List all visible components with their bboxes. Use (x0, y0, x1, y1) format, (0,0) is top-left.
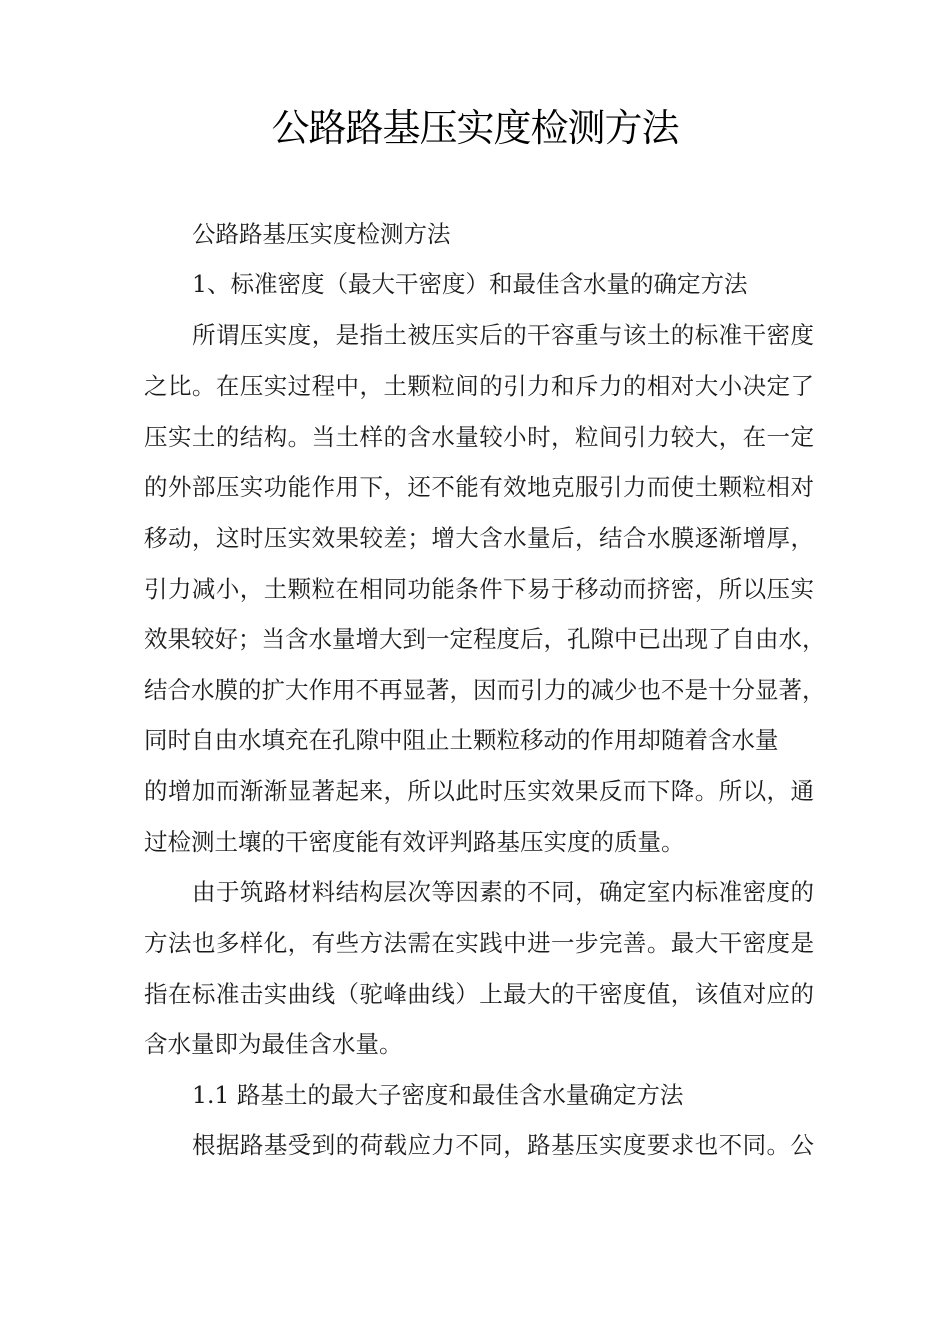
section-heading-1-1: 1.1 路基土的最大子密度和最佳含水量确定方法 (192, 1081, 684, 1109)
paragraph-1-line-1: 所谓压实度，是指土被压实后的干容重与该土的标准干密度 (192, 321, 814, 349)
section-heading-1: 1、标准密度（最大干密度）和最佳含水量的确定方法 (192, 270, 748, 298)
subtitle-line: 公路路基压实度检测方法 (192, 220, 451, 248)
paragraph-3-line-1: 根据路基受到的荷载应力不同，路基压实度要求也不同。公 (192, 1131, 814, 1159)
paragraph-1-line-5: 移动，这时压实效果较差；增大含水量后，结合水膜逐渐增厚， (144, 524, 814, 552)
paragraph-1-line-8: 结合水膜的扩大作用不再显著，因而引力的减少也不是十分显著， (144, 676, 826, 704)
document-title: 公路路基压实度检测方法 (271, 106, 679, 150)
paragraph-2-line-1: 由于筑路材料结构层次等因素的不同，确定室内标准密度的 (192, 878, 814, 906)
paragraph-1-line-2: 之比。在压实过程中，土颗粒间的引力和斥力的相对大小决定了 (144, 372, 814, 400)
paragraph-1-line-9: 同时自由水填充在孔隙中阻止土颗粒移动的作用却随着含水量 (144, 726, 779, 754)
paragraph-2-line-3: 指在标准击实曲线（驼峰曲线）上最大的干密度值，该值对应的 (144, 980, 814, 1008)
paragraph-1-line-7: 效果较好；当含水量增大到一定程度后，孔隙中已出现了自由水， (144, 625, 826, 653)
paragraph-1-line-11: 过检测土壤的干密度能有效评判路基压实度的质量。 (144, 828, 685, 856)
paragraph-1-line-10: 的增加而渐渐显著起来，所以此时压实效果反而下降。所以，通 (144, 777, 814, 805)
paragraph-1-line-6: 引力减小，土颗粒在相同功能条件下易于移动而挤密，所以压实 (144, 575, 814, 603)
paragraph-2-line-4: 含水量即为最佳含水量。 (144, 1030, 403, 1058)
paragraph-2-line-2: 方法也多样化，有些方法需在实践中进一步完善。最大干密度是 (144, 929, 814, 957)
paragraph-1-line-3: 压实土的结构。当土样的含水量较小时，粒间引力较大，在一定 (144, 423, 814, 451)
paragraph-1-line-4: 的外部压实功能作用下，还不能有效地克服引力而使土颗粒相对 (144, 473, 814, 501)
